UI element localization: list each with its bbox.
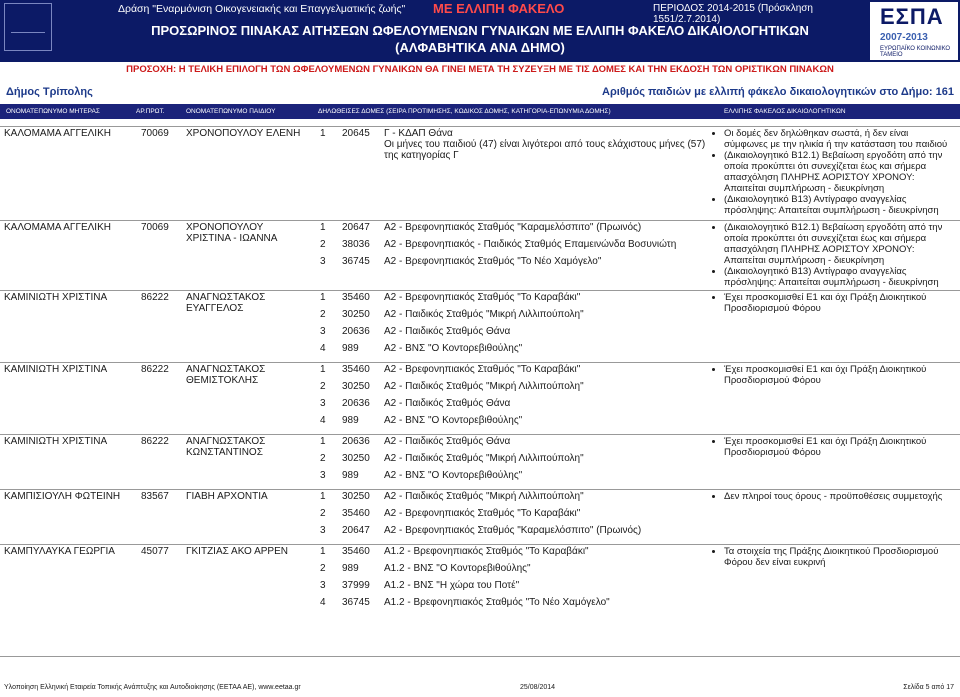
child-name: ΑΝΑΓΝΩΣΤΑΚΟΣ ΚΩΝΣΤΑΝΤΙΝΟΣ [186, 436, 266, 458]
document-subtitle: (ΑΛΦΑΒΗΤΙΚΑ ΑΝΑ ΔΗΜΟ) [395, 40, 565, 55]
structure-code: 20636 [342, 436, 370, 447]
preference-order: 3 [320, 326, 326, 337]
document-header [0, 0, 960, 62]
missing-doc-item: • Τα στοιχεία της Πράξης Διοικητικού Προσδιορισμού Φόρου δεν είναι ευκρινή [724, 546, 952, 568]
structure-name: Α2 - ΒΝΣ "Ο Κοντορεβιθούλης" [384, 470, 523, 481]
mother-name: ΚΑΛΟΜΑΜΑ ΑΓΓΕΛΙΚΗ [4, 128, 111, 139]
row-divider [0, 489, 960, 490]
missing-doc-item: • Έχει προσκομισθεί Ε1 και όχι Πράξη Διοικητικού Προσδιορισμού Φόρου [724, 292, 952, 314]
structure-name: Α1.2 - Βρεφονηπιακός Σταθμός "Το Καραβάκι" [384, 546, 589, 557]
missing-docs-notes [712, 546, 952, 568]
structure-code: 35460 [342, 292, 370, 303]
preference-order: 4 [320, 343, 326, 354]
structure-code: 30250 [342, 309, 370, 320]
child-name: ΧΡΟΝΟΠΟΥΛΟΥ ΧΡΙΣΤΙΝΑ - ΙΩΑΝΝΑ [186, 222, 278, 244]
structure-code: 35460 [342, 546, 370, 557]
structure-name: Α2 - Παιδικός Σταθμός Θάνα [384, 326, 511, 337]
table-bottom-line [0, 656, 960, 657]
structure-code: 989 [342, 563, 359, 574]
structure-code: 20647 [342, 222, 370, 233]
missing-docs-notes [712, 222, 952, 288]
missing-doc-item: • Έχει προσκομισθεί Ε1 και όχι Πράξη Διοικητικού Προσδιορισμού Φόρου [724, 364, 952, 386]
child-name: ΑΝΑΓΝΩΣΤΑΚΟΣ ΘΕΜΙΣΤΟΚΛΗΣ [186, 364, 266, 386]
preference-order: 3 [320, 256, 326, 267]
period-label: ΠΕΡΙΟΔΟΣ 2014-2015 (Πρόσκληση 1551/2.7.2014) [653, 3, 813, 25]
missing-docs-notes [712, 364, 952, 386]
missing-docs-notes [712, 292, 952, 314]
missing-doc-item: • (Δικαιολογητικό Β13) Αντίγραφο αναγγελίας πρόσληψης: Απαιτείται συμπλήρωση - διευκρίνηση [724, 194, 952, 216]
protocol-number: 70069 [141, 128, 169, 139]
structure-code: 20645 [342, 128, 370, 139]
col-child: ΟΝΟΜΑΤΕΠΩΝΥΜΟ ΠΑΙΔΙΟΥ [186, 108, 276, 115]
structure-code: 37999 [342, 580, 370, 591]
preference-order: 3 [320, 470, 326, 481]
espa-logo: ΕΣΠΑ 2007-2013 ΕΥΡΩΠΑΪΚΟ ΚΟΙΝΩΝΙΚΟ ΤΑΜΕΙΟ [870, 2, 958, 60]
col-mother: ΟΝΟΜΑΤΕΠΩΝΥΜΟ ΜΗΤΕΡΑΣ [6, 108, 100, 115]
structure-name: Α2 - Βρεφονηπιακός Σταθμός "Το Καραβάκι" [384, 364, 581, 375]
col-protocol: ΑΡ.ΠΡΩΤ. [136, 108, 165, 115]
structure-name: Α2 - Παιδικός Σταθμός "Μικρή Λιλλιπούπολη" [384, 381, 584, 392]
structure-code: 20647 [342, 525, 370, 536]
row-divider [0, 362, 960, 363]
structure-name: Α2 - Παιδικός Σταθμός Θάνα [384, 436, 511, 447]
preference-order: 2 [320, 309, 326, 320]
structure-code: 35460 [342, 364, 370, 375]
child-name: ΓΚΙΤΖΙΑΣ ΑΚΟ ΑΡΡΕΝ [186, 546, 288, 557]
protocol-number: 86222 [141, 292, 169, 303]
preference-order: 1 [320, 128, 326, 139]
structure-name: Α2 - ΒΝΣ "Ο Κοντορεβιθούλης" [384, 415, 523, 426]
structure-code: 30250 [342, 491, 370, 502]
structure-name: Α1.2 - ΒΝΣ "Ο Κοντορεβιθούλης" [384, 563, 531, 574]
missing-docs-notes [712, 436, 952, 458]
row-divider [0, 126, 960, 127]
missing-doc-item: • (Δικαιολογητικό Β13) Αντίγραφο αναγγελίας πρόσληψης: Απαιτείται συμπλήρωση - διευκρίνηση [724, 266, 952, 288]
protocol-number: 86222 [141, 364, 169, 375]
structure-code: 30250 [342, 453, 370, 464]
structure-name: Α2 - Παιδικός Σταθμός "Μικρή Λιλλιπούπολη" [384, 453, 584, 464]
child-name: ΑΝΑΓΝΩΣΤΑΚΟΣ ΕΥΑΓΓΕΛΟΣ [186, 292, 266, 314]
structure-name: Α2 - ΒΝΣ "Ο Κοντορεβιθούλης" [384, 343, 523, 354]
mother-name: ΚΑΜΙΝΙΩΤΗ ΧΡΙΣΤΙΝΑ [4, 364, 108, 375]
missing-doc-item: • Οι δομές δεν δηλώθηκαν σωστά, ή δεν είναι σύμφωνες με την ηλικία ή την κατάσταση του παιδιού [724, 128, 952, 150]
structure-code: 30250 [342, 381, 370, 392]
structure-name: Α1.2 - Βρεφονηπιακός Σταθμός "Το Νέο Χαμόγελο" [384, 597, 610, 608]
row-divider [0, 290, 960, 291]
structure-name: Α2 - Βρεφονηπιακός Σταθμός "Το Νέο Χαμόγελο" [384, 256, 602, 267]
protocol-number: 45077 [141, 546, 169, 557]
category-label: ΜΕ ΕΛΛΙΠΗ ΦΑΚΕΛΟ [433, 1, 565, 16]
missing-docs-notes [712, 128, 952, 216]
warning-banner: ΠΡΟΣΟΧΗ: Η ΤΕΛΙΚΗ ΕΠΙΛΟΓΗ ΤΩΝ ΩΦΕΛΟΥΜΕΝΩΝ ΓΥΝΑΙΚΩΝ ΘΑ ΓΙΝΕΙ ΜΕΤΑ ΤΗ ΣΥΖΕΥΞΗ ΜΕ ΤΙΣ ΔΟΜΕΣ ΚΑΙ ΤΗΝ ΕΚΔΟΣΗ ΤΩΝ ΟΡΙΣΤΙΚΩΝ ΠΙΝΑΚΩΝ [126, 64, 834, 75]
child-name: ΓΙΑΒΗ ΑΡΧΟΝΤΙΑ [186, 491, 268, 502]
child-name: ΧΡΟΝΟΠΟΥΛΟΥ ΕΛΕΝΗ [186, 128, 301, 139]
preference-order: 2 [320, 381, 326, 392]
preference-order: 3 [320, 398, 326, 409]
structure-name: Γ - ΚΔΑΠ Θάνα [384, 128, 453, 139]
structure-name: Α2 - Παιδικός Σταθμός Θάνα [384, 398, 511, 409]
structure-name: Α2 - Βρεφονηπιακός Σταθμός "Καραμελόσπιτο" (Πρωινός) [384, 525, 642, 536]
structure-remark: Οι μήνες του παιδιού (47) είναι λιγότεροι από τους ελάχιστους μήνες (57) της κατηγορίας Γ [384, 139, 706, 161]
structure-code: 989 [342, 415, 359, 426]
preference-order: 4 [320, 597, 326, 608]
structure-name: Α1.2 - ΒΝΣ "Η χώρα του Ποτέ" [384, 580, 520, 591]
mother-name: ΚΑΛΟΜΑΜΑ ΑΓΓΕΛΙΚΗ [4, 222, 111, 233]
mother-name: ΚΑΜΙΝΙΩΤΗ ΧΡΙΣΤΙΝΑ [4, 292, 108, 303]
col-structures: ΔΗΛΩΘΕΙΣΕΣ ΔΟΜΕΣ (ΣΕΙΡΑ ΠΡΟΤΙΜΗΣΗΣ, ΚΩΔΙΚΟΣ ΔΟΜΗΣ, ΚΑΤΗΓΟΡΙΑ-ΕΠΩΝΥΜΙΑ ΔΟΜΗΣ) [318, 108, 611, 115]
missing-doc-item: • (Δικαιολογητικό Β12.1) Βεβαίωση εργοδότη από την οποία προκύπτει ότι συνεχίζεται έως και σήμερα απασχόληση ΠΛΗΡΗΣ ΑΟΡΙΣΤΟΥ ΧΡΟΝΟΥ: Απαιτείται συμπλήρωση - διευκρίνηση [724, 150, 952, 194]
structure-code: 20636 [342, 398, 370, 409]
missing-doc-item: • (Δικαιολογητικό Β12.1) Βεβαίωση εργοδότη από την οποία προκύπτει ότι συνεχίζεται έως και σήμερα απασχόληση ΠΛΗΡΗΣ ΑΟΡΙΣΤΟΥ ΧΡΟΝΟΥ: Απαιτείται συμπλήρωση - διευκρίνηση [724, 222, 952, 266]
program-name: Δράση "Εναρμόνιση Οικογενειακής και Επαγγελματικής ζωής" [118, 3, 406, 15]
structure-name: Α2 - Παιδικός Σταθμός "Μικρή Λιλλιπούπολη" [384, 309, 584, 320]
structure-code: 36745 [342, 597, 370, 608]
children-count: Αριθμός παιδιών με ελλιπή φάκελο δικαιολογητικών στο Δήμο: 161 [602, 86, 954, 98]
preference-order: 2 [320, 563, 326, 574]
row-divider [0, 544, 960, 545]
structure-name: Α2 - Βρεφονηπιακός Σταθμός "Το Καραβάκι" [384, 292, 581, 303]
structure-code: 36745 [342, 256, 370, 267]
structure-code: 989 [342, 343, 359, 354]
missing-docs-notes [712, 491, 952, 502]
preference-order: 1 [320, 222, 326, 233]
missing-doc-item: • Δεν πληροί τους όρους - προϋποθέσεις συμμετοχής [724, 491, 952, 502]
protocol-number: 86222 [141, 436, 169, 447]
structure-code: 989 [342, 470, 359, 481]
structure-code: 38036 [342, 239, 370, 250]
preference-order: 2 [320, 453, 326, 464]
structure-name: Α2 - Βρεφονηπιακός - Παιδικός Σταθμός Επαμεινώνδα Βοσυνιώτη [384, 239, 677, 250]
row-divider [0, 434, 960, 435]
preference-order: 3 [320, 580, 326, 591]
preference-order: 3 [320, 525, 326, 536]
missing-doc-item: • Έχει προσκομισθεί Ε1 και όχι Πράξη Διοικητικού Προσδιορισμού Φόρου [724, 436, 952, 458]
preference-order: 1 [320, 436, 326, 447]
structure-code: 35460 [342, 508, 370, 519]
footer-page: Σελίδα 5 από 17 [903, 684, 954, 691]
mother-name: ΚΑΜΠΥΛΑΥΚΑ ΓΕΩΡΓΙΑ [4, 546, 115, 557]
preference-order: 2 [320, 239, 326, 250]
preference-order: 1 [320, 491, 326, 502]
table-header [0, 104, 960, 119]
municipality-title: Δήμος Τρίπολης [6, 86, 93, 98]
structure-name: Α2 - Βρεφονηπιακός Σταθμός "Το Καραβάκι" [384, 508, 581, 519]
col-missing-docs: ΕΛΛΙΠΗΣ ΦΑΚΕΛΟΣ ΔΙΚΑΙΟΛΟΓΗΤΙΚΩΝ [724, 108, 846, 115]
row-divider [0, 220, 960, 221]
mother-name: ΚΑΜΠΙΣΙΟΥΛΗ ΦΩΤΕΙΝΗ [4, 491, 121, 502]
protocol-number: 70069 [141, 222, 169, 233]
preference-order: 1 [320, 292, 326, 303]
mother-name: ΚΑΜΙΝΙΩΤΗ ΧΡΙΣΤΙΝΑ [4, 436, 108, 447]
structure-name: Α2 - Βρεφονηπιακός Σταθμός "Καραμελόσπιτο" (Πρωινός) [384, 222, 642, 233]
preference-order: 2 [320, 508, 326, 519]
footer-date: 25/08/2014 [520, 684, 556, 691]
preference-order: 1 [320, 364, 326, 375]
document-title: ΠΡΟΣΩΡΙΝΟΣ ΠΙΝΑΚΑΣ ΑΙΤΗΣΕΩΝ ΩΦΕΛΟΥΜΕΝΩΝ ΓΥΝΑΙΚΩΝ ΜΕ ΕΛΛΙΠΗ ΦΑΚΕΛΟ ΔΙΚΑΙΟΛΟΓΗΤΙΚΩΝ [151, 23, 809, 38]
structure-name: Α2 - Παιδικός Σταθμός "Μικρή Λιλλιπούπολη" [384, 491, 584, 502]
preference-order: 4 [320, 415, 326, 426]
structure-code: 20636 [342, 326, 370, 337]
protocol-number: 83567 [141, 491, 169, 502]
preference-order: 1 [320, 546, 326, 557]
footer-org: Υλοποίηση Ελληνική Εταιρεία Τοπικής Ανάπτυξης και Αυτοδιοίκησης (ΕΕΤΑΑ ΑΕ), www.eetaa.gr [4, 684, 301, 691]
